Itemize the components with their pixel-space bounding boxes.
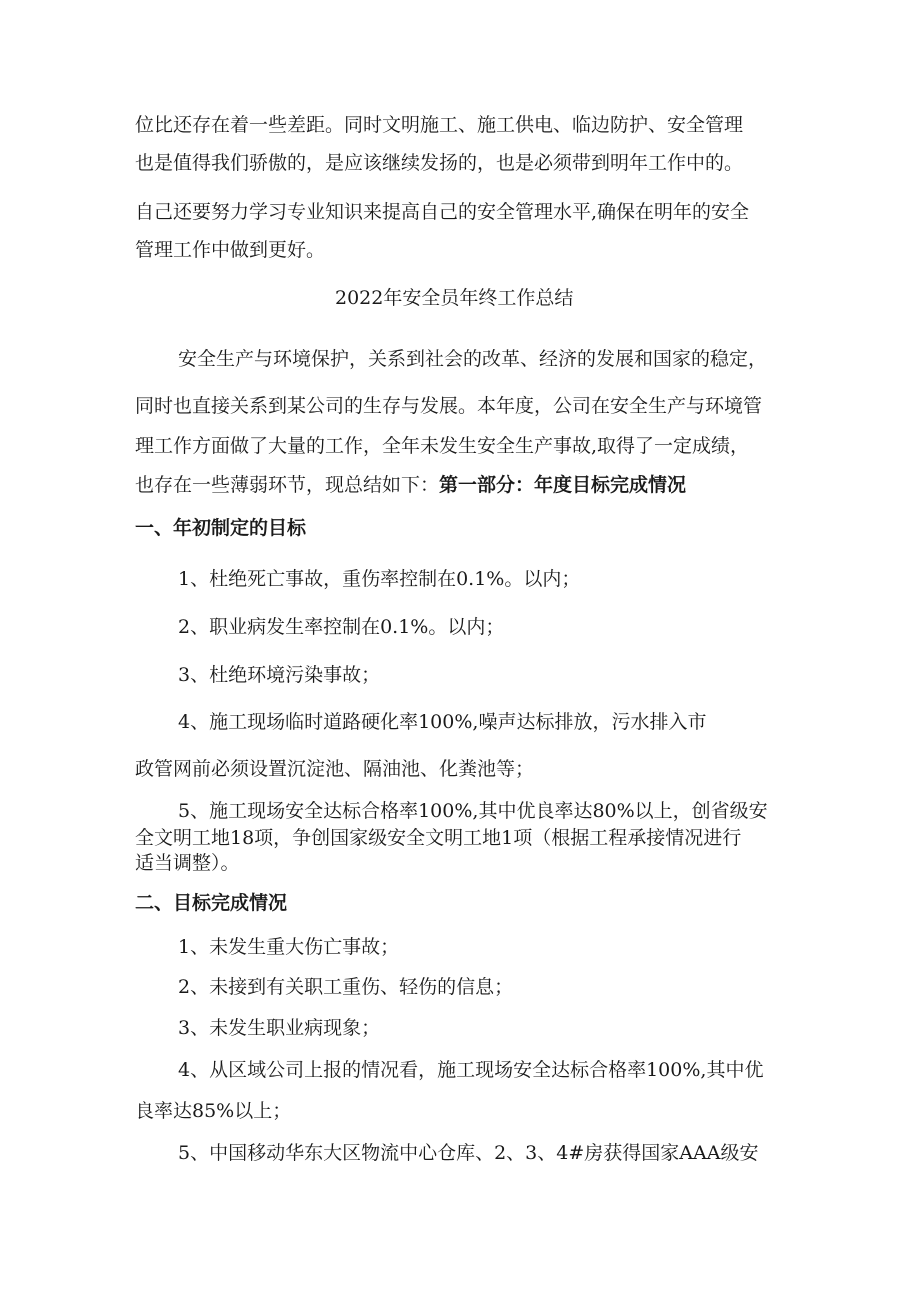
list-item: 2、职业病发生率控制在0.1%。以内；: [178, 616, 505, 638]
section-heading: 一、年初制定的目标: [135, 517, 307, 539]
paragraph-line: 安全生产与环境保护，关系到社会的改革、经济的发展和国家的稳定，: [178, 348, 768, 370]
intro-line: 位比还存在着一些差距。同时文明施工、施工供电、临边防护、安全管理: [135, 114, 744, 136]
list-item: 1、杜绝死亡事故，重伤率控制在0.1%。以内；: [178, 568, 581, 590]
list-item: 2、未接到有关职工重伤、轻伤的信息；: [178, 976, 514, 998]
list-item: 3、杜绝环境污染事故；: [178, 664, 381, 686]
list-item: 4、施工现场临时道路硬化率100%,噪声达标排放，污水排入市: [178, 711, 707, 733]
part1-heading: 第一部分：年度目标完成情况: [439, 474, 687, 496]
list-item: 适当调整）。: [135, 852, 240, 874]
list-item: 良率达85%以上；: [135, 1100, 292, 1122]
list-item: 3、未发生职业病现象；: [178, 1017, 381, 1039]
intro-line: 也是值得我们骄傲的，是应该继续发扬的，也是必须带到明年工作中的。: [135, 152, 744, 174]
list-item: 1、未发生重大伤亡事故；: [178, 936, 400, 958]
document-title: 2022年安全员年终工作总结: [335, 287, 574, 309]
paragraph-line: 理工作方面做了大量的工作，全年未发生安全生产事故,取得了一定成绩，: [135, 435, 750, 457]
intro-line: 管理工作中做到更好。: [135, 239, 326, 261]
list-item: 5、中国移动华东大区物流中心仓库、2、3、4#房获得国家AAA级安: [178, 1142, 759, 1164]
list-item: 5、施工现场安全达标合格率100%,其中优良率达80%以上，创省级安: [178, 800, 768, 822]
list-item: 政管网前必须设置沉淀池、隔油池、化粪池等；: [135, 758, 535, 780]
list-item: 4、从区域公司上报的情况看，施工现场安全达标合格率100%,其中优: [178, 1059, 764, 1081]
section-heading: 二、目标完成情况: [135, 892, 288, 914]
intro-line: 自己还要努力学习专业知识来提高自己的安全管理水平,确保在明年的安全: [135, 201, 750, 223]
paragraph-line: [135, 473, 686, 497]
paragraph-text: 也存在一些薄弱环节，现总结如下：: [135, 474, 440, 496]
list-item: 全文明工地18项，争创国家级安全文明工地1项（根据工程承接情况进行: [135, 827, 742, 849]
paragraph-line: 同时也直接关系到某公司的生存与发展。本年度，公司在安全生产与环境管: [135, 395, 763, 417]
